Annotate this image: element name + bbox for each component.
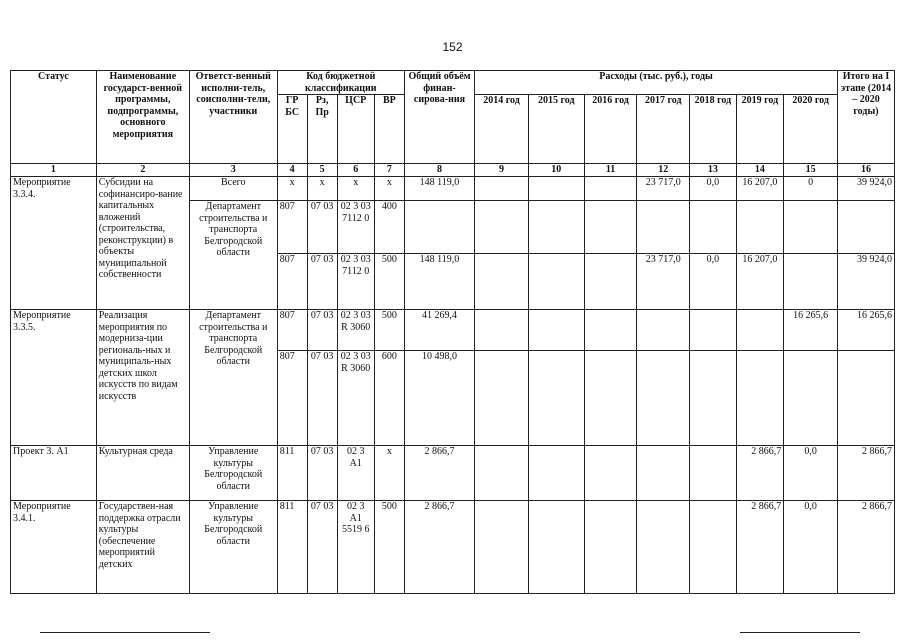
row-name: Субсидии на софинансиро-вание капитальных вложений (строительства, реконструкции) в объекты муниципальной собственности <box>96 177 189 310</box>
table-row <box>11 310 895 351</box>
cell-vr: 500 <box>374 310 404 351</box>
cell-grbs: 807 <box>277 254 307 310</box>
cell-itogo <box>838 351 895 446</box>
row-status: Проект 3. А1 <box>11 446 97 501</box>
cell-itogo <box>838 201 895 254</box>
header-rzpr: Рз, Пр <box>307 95 337 164</box>
bottom-rule-left <box>40 632 210 633</box>
cell-rzpr: 07 03 <box>307 310 337 351</box>
cell-2015 <box>528 177 584 201</box>
cell-2015 <box>528 310 584 351</box>
col-number: 11 <box>584 164 637 177</box>
row-responsible: Управление культуры Белгородской области <box>189 446 277 501</box>
cell-rzpr: 07 03 <box>307 501 337 594</box>
cell-2019 <box>736 310 784 351</box>
cell-2020: 0 <box>784 177 838 201</box>
cell-2017 <box>637 501 690 594</box>
cell-csr: 02 3 А1 <box>337 446 374 501</box>
cell-rzpr: 07 03 <box>307 446 337 501</box>
col-number: 10 <box>528 164 584 177</box>
col-number: 16 <box>838 164 895 177</box>
cell-2014 <box>475 201 529 254</box>
cell-total: 10 498,0 <box>404 351 474 446</box>
header-year: 2018 год <box>690 95 737 164</box>
column-number-row <box>11 164 895 177</box>
cell-2015 <box>528 351 584 446</box>
col-number: 3 <box>189 164 277 177</box>
cell-itogo: 39 924,0 <box>838 254 895 310</box>
row-status: Мероприятие 3.4.1. <box>11 501 97 594</box>
cell-2018 <box>690 201 737 254</box>
cell-2019: 2 866,7 <box>736 446 784 501</box>
cell-grbs: 807 <box>277 310 307 351</box>
cell-vr: 600 <box>374 351 404 446</box>
cell-csr: х <box>337 177 374 201</box>
header-row-1 <box>11 71 895 95</box>
cell-2016 <box>584 446 637 501</box>
header-status: Статус <box>11 71 97 164</box>
cell-2020: 0,0 <box>784 501 838 594</box>
cell-vr: х <box>374 446 404 501</box>
cell-total: 2 866,7 <box>404 446 474 501</box>
cell-2017 <box>637 310 690 351</box>
row-responsible: Всего <box>189 177 277 201</box>
col-number: 8 <box>404 164 474 177</box>
cell-2020: 0,0 <box>784 446 838 501</box>
cell-grbs: 807 <box>277 201 307 254</box>
cell-2014 <box>475 501 529 594</box>
cell-grbs: 811 <box>277 501 307 594</box>
cell-csr: 02 3 03 7112 0 <box>337 254 374 310</box>
cell-2017: 23 717,0 <box>637 254 690 310</box>
header-year: 2016 год <box>584 95 637 164</box>
col-number: 7 <box>374 164 404 177</box>
cell-2020 <box>784 201 838 254</box>
row-responsible: Департамент строительства и транспорта Белгородской области <box>189 310 277 446</box>
cell-2016 <box>584 254 637 310</box>
cell-2019 <box>736 201 784 254</box>
cell-2014 <box>475 446 529 501</box>
cell-rzpr: 07 03 <box>307 254 337 310</box>
cell-2014 <box>475 177 529 201</box>
cell-2015 <box>528 201 584 254</box>
cell-rzpr: 07 03 <box>307 201 337 254</box>
cell-2016 <box>584 310 637 351</box>
cell-vr: 500 <box>374 254 404 310</box>
budget-table <box>10 70 895 594</box>
row-status: Мероприятие 3.3.5. <box>11 310 97 446</box>
header-vr: ВР <box>374 95 404 164</box>
cell-2019: 2 866,7 <box>736 501 784 594</box>
header-year: 2019 год <box>736 95 784 164</box>
col-number: 2 <box>96 164 189 177</box>
cell-2017 <box>637 201 690 254</box>
row-responsible: Управление культуры Белгородской области <box>189 501 277 594</box>
cell-2019: 16 207,0 <box>736 254 784 310</box>
cell-grbs: 811 <box>277 446 307 501</box>
cell-2020: 16 265,6 <box>784 310 838 351</box>
header-name: Наименование государст-венной программы, подпрограммы, основного мероприятия <box>96 71 189 164</box>
cell-itogo: 39 924,0 <box>838 177 895 201</box>
cell-2015 <box>528 501 584 594</box>
cell-itogo: 2 866,7 <box>838 501 895 594</box>
cell-2016 <box>584 501 637 594</box>
cell-2016 <box>584 351 637 446</box>
cell-vr: 400 <box>374 201 404 254</box>
cell-total <box>404 201 474 254</box>
header-csr: ЦСР <box>337 95 374 164</box>
header-year: 2014 год <box>475 95 529 164</box>
table-row <box>11 501 895 594</box>
cell-2018 <box>690 310 737 351</box>
cell-total: 41 269,4 <box>404 310 474 351</box>
cell-2020 <box>784 351 838 446</box>
cell-csr: 02 3 03 7112 0 <box>337 201 374 254</box>
cell-2018: 0,0 <box>690 177 737 201</box>
cell-csr: 02 3 А1 5519 6 <box>337 501 374 594</box>
col-number: 5 <box>307 164 337 177</box>
bottom-rule-right <box>740 632 860 633</box>
cell-2015 <box>528 254 584 310</box>
col-number: 4 <box>277 164 307 177</box>
cell-grbs: 807 <box>277 351 307 446</box>
cell-2018 <box>690 501 737 594</box>
header-total: Общий объём финан-сирова-ния <box>404 71 474 164</box>
header-year: 2015 год <box>528 95 584 164</box>
cell-total: 2 866,7 <box>404 501 474 594</box>
header-year: 2017 год <box>637 95 690 164</box>
cell-2017: 23 717,0 <box>637 177 690 201</box>
row-responsible: Департамент строительства и транспорта Белгородской области <box>189 201 277 310</box>
cell-itogo: 2 866,7 <box>838 446 895 501</box>
cell-2018 <box>690 446 737 501</box>
row-name: Государствен-ная поддержка отрасли культуры (обеспечение мероприятий детских <box>96 501 189 594</box>
col-number: 13 <box>690 164 737 177</box>
cell-2016 <box>584 201 637 254</box>
row-name: Культурная среда <box>96 446 189 501</box>
cell-2014 <box>475 310 529 351</box>
cell-2019: 16 207,0 <box>736 177 784 201</box>
row-name: Реализация мероприятия по модерниза-ции региональ-ных и муниципаль-ных детских школ искусств по видам искусств <box>96 310 189 446</box>
row-status: Мероприятие 3.3.4. <box>11 177 97 310</box>
cell-2018 <box>690 351 737 446</box>
col-number: 12 <box>637 164 690 177</box>
header-responsible: Ответст-венный исполни-тель, соисполни-тели, участники <box>189 71 277 164</box>
cell-rzpr: 07 03 <box>307 351 337 446</box>
cell-itogo: 16 265,6 <box>838 310 895 351</box>
cell-csr: 02 3 03 R 3060 <box>337 351 374 446</box>
header-budget-code: Код бюджетной классификации <box>277 71 404 95</box>
header-year: 2020 год <box>784 95 838 164</box>
cell-2015 <box>528 446 584 501</box>
header-grbs: ГР БС <box>277 95 307 164</box>
table-row <box>11 446 895 501</box>
cell-2016 <box>584 177 637 201</box>
cell-2019 <box>736 351 784 446</box>
header-expenses: Расходы (тыс. руб.), годы <box>475 71 838 95</box>
col-number: 1 <box>11 164 97 177</box>
col-number: 14 <box>736 164 784 177</box>
cell-2017 <box>637 446 690 501</box>
col-number: 9 <box>475 164 529 177</box>
cell-total: 148 119,0 <box>404 177 474 201</box>
cell-2014 <box>475 254 529 310</box>
col-number: 6 <box>337 164 374 177</box>
cell-vr: х <box>374 177 404 201</box>
cell-2014 <box>475 351 529 446</box>
cell-2018: 0,0 <box>690 254 737 310</box>
cell-vr: 500 <box>374 501 404 594</box>
col-number: 15 <box>784 164 838 177</box>
table-row <box>11 177 895 201</box>
cell-rzpr: х <box>307 177 337 201</box>
cell-csr: 02 3 03 R 3060 <box>337 310 374 351</box>
page-number: 152 <box>442 40 463 54</box>
cell-2020 <box>784 254 838 310</box>
header-itogo: Итого на I этапе (2014 – 2020 годы) <box>838 71 895 164</box>
cell-total: 148 119,0 <box>404 254 474 310</box>
cell-2017 <box>637 351 690 446</box>
cell-grbs: х <box>277 177 307 201</box>
